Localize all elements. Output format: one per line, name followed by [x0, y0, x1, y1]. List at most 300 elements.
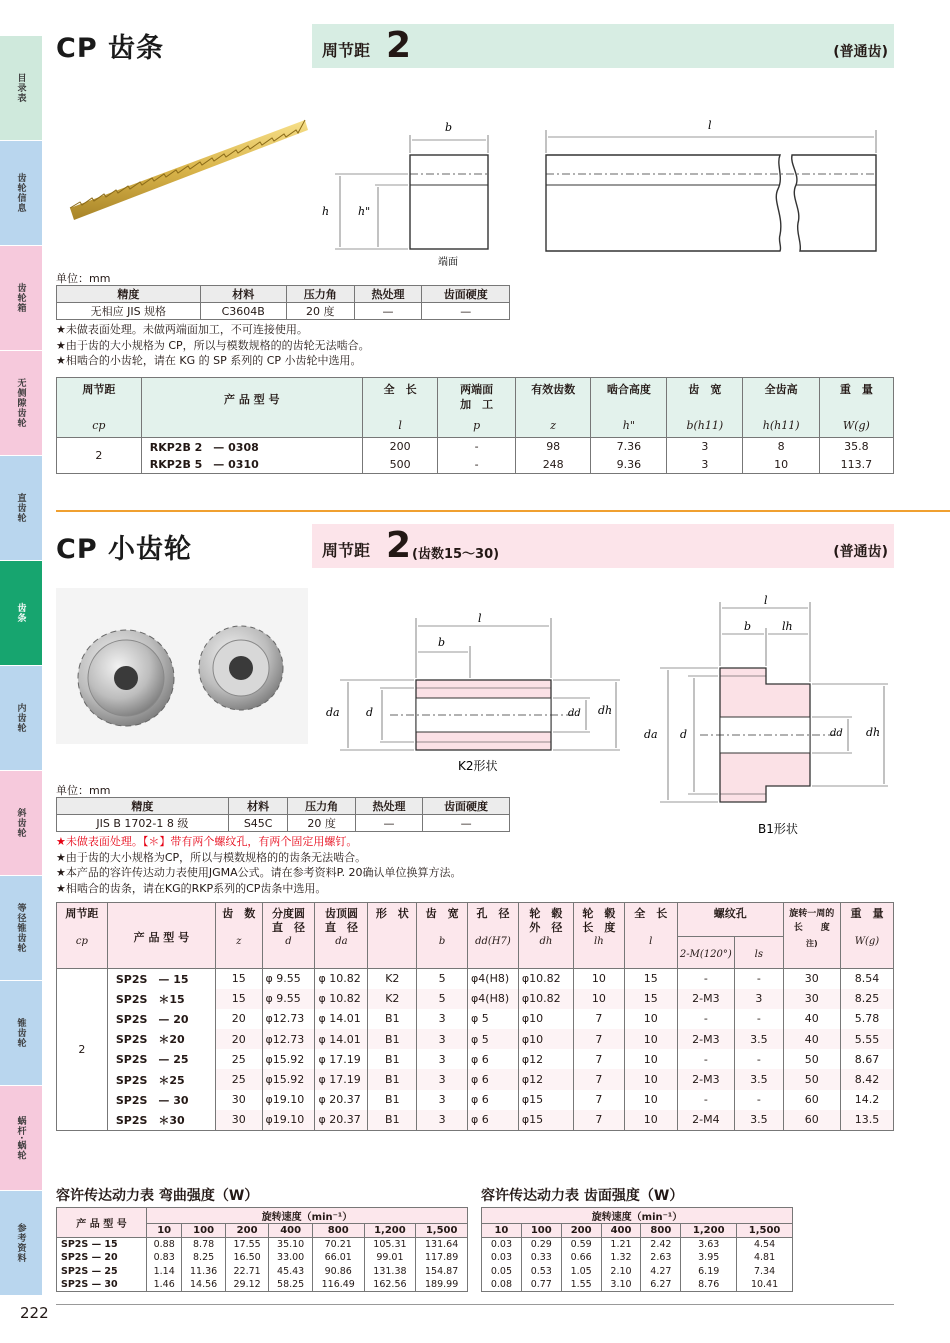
rack-pitch-label: 周节距 — [322, 41, 371, 60]
pinion-cell-m: 2-M3 — [677, 1029, 734, 1049]
power_bending-speed: 100 — [182, 1224, 226, 1238]
pinion-cell-code: SP2S ＊25 — [107, 1069, 215, 1089]
pinion-cell-shape: K2 — [368, 989, 417, 1009]
pinion-spec-value: — — [355, 815, 422, 832]
power_surface-speed: 400 — [601, 1224, 641, 1238]
pinion-cell-l: 15 — [624, 989, 677, 1009]
pinion-cell-m: - — [677, 1009, 734, 1029]
pinion-spec-header: 压力角 — [288, 798, 355, 815]
pinion-cell-d: φ15.92 — [262, 1049, 315, 1069]
pinion-pitch-label: 周节距 — [322, 541, 371, 560]
pinion-cell-l: 10 — [624, 1110, 677, 1130]
pinion-cp-cell: 2 — [57, 969, 108, 1131]
pinion-cell-ls: 3.5 — [734, 1110, 783, 1130]
power_bending-value: 90.86 — [312, 1265, 364, 1279]
power_bending-value: 17.55 — [225, 1238, 269, 1252]
power_surface-value: 6.19 — [681, 1265, 737, 1279]
pinion-spec-value: JIS B 1702-1 8 级 — [57, 815, 229, 832]
th-dd: 孔 径 dd(H7) — [468, 903, 519, 969]
rack-th-2: 全 长 l — [362, 378, 438, 438]
power_bending-value: 189.99 — [416, 1278, 468, 1292]
power_bending-speed: 10 — [147, 1224, 182, 1238]
power_surface-value: 4.27 — [641, 1265, 681, 1279]
th-l: 全 长 l — [624, 903, 677, 969]
power_bending-value: 33.00 — [269, 1251, 313, 1265]
pinion-cell-dh: φ12 — [518, 1069, 573, 1089]
pb-th-speed: 旋转速度（min⁻¹） — [147, 1208, 468, 1224]
pinion-cell-lh: 7 — [573, 1049, 624, 1069]
rack-spec-header: 材料 — [200, 286, 286, 303]
pinion-cell-b: 5 — [417, 989, 468, 1009]
pinion-cell-rot: 40 — [783, 1009, 840, 1029]
side-tab-label: 齿轮信息 — [15, 173, 26, 213]
rack-cell-code: RKP2B 5 — 0310 — [141, 456, 362, 474]
pinion-cell-b: 5 — [417, 969, 468, 989]
k2-dim-da: da — [326, 706, 340, 719]
pinion-cell-dh: φ12 — [518, 1049, 573, 1069]
power_surface-speed: 1,500 — [737, 1224, 793, 1238]
pinion-cell-shape: B1 — [368, 1029, 417, 1049]
side-tab-2[interactable] — [0, 246, 42, 351]
rack-cell-p: - — [438, 438, 516, 456]
power_surface-speed: 1,200 — [681, 1224, 737, 1238]
rack-cell-z: 248 — [515, 456, 591, 474]
footer-line — [56, 1304, 894, 1305]
pinion-cell-dh: φ10.82 — [518, 969, 573, 989]
power_surface-value: 0.53 — [521, 1265, 561, 1279]
pinion-cell-dd: φ 5 — [468, 1029, 519, 1049]
side-tab-8[interactable] — [0, 876, 42, 981]
pinion-cell-lh: 7 — [573, 1009, 624, 1029]
pinion-pitch-band — [312, 524, 894, 568]
pinion-cell-rot: 60 — [783, 1090, 840, 1110]
pinion-cell-l: 10 — [624, 1090, 677, 1110]
pb-th-code: 产 品 型 号 — [57, 1208, 147, 1238]
pinion-cell-da: φ 17.19 — [315, 1069, 368, 1089]
pinion-cell-z: 15 — [215, 969, 262, 989]
pinion-cell-z: 20 — [215, 1029, 262, 1049]
power_bending-value: 70.21 — [312, 1238, 364, 1252]
pinion-note: ★本产品的容许传达动力表使用JGMA公式。请在参考资料P. 20确认单位换算方法。 — [56, 866, 462, 879]
k2-dim-dd: dd — [568, 708, 581, 719]
pinion-cell-dd: φ 6 — [468, 1049, 519, 1069]
pinion-cell-w: 5.78 — [840, 1009, 893, 1029]
power_bending-value: 8.25 — [182, 1251, 226, 1265]
b1-dim-dd: dd — [830, 728, 843, 739]
side-tab-label: 无侧隙齿轮 — [15, 378, 26, 428]
power_surface-value: 3.63 — [681, 1238, 737, 1252]
side-tab-label: 等径锥齿轮 — [15, 903, 26, 953]
pinion-cell-d: φ19.10 — [262, 1090, 315, 1110]
rack-photo — [60, 108, 310, 228]
pinion-cell-dh: φ15 — [518, 1090, 573, 1110]
pinion-cell-lh: 7 — [573, 1090, 624, 1110]
rack-spec-value: — — [422, 303, 510, 320]
pinion-cell-dd: φ 6 — [468, 1069, 519, 1089]
rack-cell-z: 98 — [515, 438, 591, 456]
power_surface-value: 2.42 — [641, 1238, 681, 1252]
rack-spec-value: 20 度 — [286, 303, 354, 320]
pinion-cell-ls: 3.5 — [734, 1029, 783, 1049]
power_surface-value: 0.05 — [482, 1265, 522, 1279]
rack-spec-value: 无相应 JIS 规格 — [57, 303, 201, 320]
power_bending-value: 117.89 — [416, 1251, 468, 1265]
pinion-teeth-range: (齿数15～30) — [412, 547, 500, 562]
pinion-cell-z: 15 — [215, 989, 262, 1009]
side-tab-4[interactable] — [0, 456, 42, 561]
rack-note: ★由于齿的大小规格为 CP，所以与模数规格的的齿轮无法啮合。 — [56, 338, 370, 352]
pinion-cell-ls: - — [734, 1090, 783, 1110]
th-code: 产 品 型 号 — [107, 903, 215, 969]
rack-spec-table — [56, 285, 510, 320]
pinion-cell-d: φ12.73 — [262, 1029, 315, 1049]
k2-dim-dh: dh — [598, 704, 613, 717]
side-tab-5[interactable] — [0, 561, 42, 666]
power_surface-value: 7.34 — [737, 1265, 793, 1279]
pinion-cell-l: 10 — [624, 1069, 677, 1089]
pinion-cell-code: SP2S ＊15 — [107, 989, 215, 1009]
side-tab-3[interactable] — [0, 351, 42, 456]
pinion-cell-da: φ 14.01 — [315, 1029, 368, 1049]
power_bending-code: SP2S — 15 — [57, 1238, 147, 1252]
th-m: 2-M(120°) — [677, 937, 734, 969]
rack-th-4: 有效齿数 z — [515, 378, 591, 438]
pinion-cell-d: φ 9.55 — [262, 969, 315, 989]
pinion-photo — [56, 588, 308, 744]
pinion-cell-dd: φ4(H8) — [468, 969, 519, 989]
pinion-notes — [56, 834, 462, 896]
power_surface-value: 8.76 — [681, 1278, 737, 1292]
rack-th-3: 两端面 加 工 p — [438, 378, 516, 438]
power_surface-value: 1.32 — [601, 1251, 641, 1265]
pinion-cell-da: φ 17.19 — [315, 1049, 368, 1069]
rack-spec-header: 齿面硬度 — [422, 286, 510, 303]
pinion-product-table — [56, 902, 894, 1131]
power_surface-value: 3.95 — [681, 1251, 737, 1265]
rack-cell-h2: 9.36 — [591, 456, 667, 474]
rack-cell-h: 8 — [743, 438, 819, 456]
pinion-cell-ls: 3 — [734, 989, 783, 1009]
pinion-note-red: ★未做表面处理。【＊】带有两个螺纹孔，有两个固定用螺钉。 — [56, 835, 358, 848]
side-tab-6[interactable] — [0, 666, 42, 771]
power_surface-value: 1.55 — [561, 1278, 601, 1292]
k2-dim-l: l — [478, 612, 482, 625]
rack-pitch-value: 2 — [386, 25, 412, 66]
pinion-cell-z: 20 — [215, 1009, 262, 1029]
power_bending-value: 154.87 — [416, 1265, 468, 1279]
pinion-cell-ls: - — [734, 1009, 783, 1029]
pinion-cell-rot: 60 — [783, 1110, 840, 1130]
pinion-cell-d: φ 9.55 — [262, 989, 315, 1009]
pinion-cell-ls: - — [734, 1049, 783, 1069]
section-divider — [56, 510, 950, 512]
pinion-spec-header: 精度 — [57, 798, 229, 815]
pinion-cell-b: 3 — [417, 1090, 468, 1110]
pinion-cell-w: 8.54 — [840, 969, 893, 989]
power_bending-code: SP2S — 30 — [57, 1278, 147, 1292]
pinion-cell-z: 30 — [215, 1090, 262, 1110]
pinion-cell-da: φ 10.82 — [315, 989, 368, 1009]
pinion-cell-b: 3 — [417, 1029, 468, 1049]
power_bending-value: 29.12 — [225, 1278, 269, 1292]
th-cp: 周节距 cp — [57, 903, 108, 969]
side-tab-label: 参考资料 — [15, 1223, 26, 1263]
rack-notes — [56, 322, 370, 369]
side-tab-label: 直齿轮 — [15, 493, 26, 523]
side-tab-11[interactable] — [0, 1191, 42, 1296]
pinion-row — [57, 1049, 894, 1069]
power_surface-value: 2.10 — [601, 1265, 641, 1279]
rack-unit: 单位：mm — [56, 272, 111, 285]
pinion-row — [57, 1090, 894, 1110]
side-tab-label: 锥齿轮 — [15, 1018, 26, 1048]
pinion-cell-code: SP2S — 25 — [107, 1049, 215, 1069]
rack-cell-w: 35.8 — [819, 438, 893, 456]
ps-th-speed: 旋转速度（min⁻¹） — [482, 1208, 793, 1224]
pinion-cell-code: SP2S — 15 — [107, 969, 215, 989]
power_surface-value: 4.81 — [737, 1251, 793, 1265]
pinion-cell-lh: 7 — [573, 1069, 624, 1089]
power_bending-value: 99.01 — [364, 1251, 416, 1265]
pinion-cell-m: - — [677, 1090, 734, 1110]
pinion-cell-z: 25 — [215, 1069, 262, 1089]
pinion-spec-header: 材料 — [228, 798, 288, 815]
th-da: 齿顶圆 直 径 da — [315, 903, 368, 969]
b1-label: B1形状 — [758, 822, 798, 836]
power_bending-value: 116.49 — [312, 1278, 364, 1292]
pinion-cell-b: 3 — [417, 1110, 468, 1130]
power_bending-value: 35.10 — [269, 1238, 313, 1252]
power_surface-value: 0.33 — [521, 1251, 561, 1265]
rack-product-table — [56, 377, 894, 474]
th-shape: 形 状 — [368, 903, 417, 969]
pinion-cell-da: φ 10.82 — [315, 969, 368, 989]
pinion-cell-w: 8.67 — [840, 1049, 893, 1069]
side-tab-label: 蜗杆·蜗轮 — [15, 1115, 26, 1161]
pinion-k2-drawing — [320, 608, 630, 778]
pinion-cell-dh: φ10 — [518, 1009, 573, 1029]
side-tab-9[interactable] — [0, 981, 42, 1086]
th-screw: 螺纹孔 — [677, 903, 783, 937]
th-dh: 轮 毂 外 径 dh — [518, 903, 573, 969]
power_surface-value: 0.66 — [561, 1251, 601, 1265]
pinion-row — [57, 1110, 894, 1130]
power_surface-value: 2.63 — [641, 1251, 681, 1265]
pinion-cell-lh: 7 — [573, 1029, 624, 1049]
pinion-row — [57, 969, 894, 989]
k2-dim-b: b — [438, 636, 446, 649]
pinion-cell-dd: φ 6 — [468, 1090, 519, 1110]
pinion-cell-b: 3 — [417, 1049, 468, 1069]
power_surface-speed: 200 — [561, 1224, 601, 1238]
side-tab-label: 斜齿轮 — [15, 808, 26, 838]
pinion-cell-lh: 10 — [573, 969, 624, 989]
pinion-b1-drawing — [640, 590, 890, 840]
pinion-cell-shape: B1 — [368, 1090, 417, 1110]
pinion-cell-w: 8.42 — [840, 1069, 893, 1089]
pinion-spec-header: 热处理 — [355, 798, 422, 815]
pinion-cell-shape: B1 — [368, 1069, 417, 1089]
pinion-cell-rot: 40 — [783, 1029, 840, 1049]
rack-end-face-label: 端面 — [438, 257, 458, 268]
power-surface-table — [481, 1207, 793, 1292]
rack-tooth-type: (普通齿) — [833, 44, 888, 60]
pinion-cell-shape: B1 — [368, 1049, 417, 1069]
side-tab-7[interactable] — [0, 771, 42, 876]
rack-dim-h: h — [322, 205, 330, 218]
power_bending-value: 14.56 — [182, 1278, 226, 1292]
th-ls: ls — [734, 937, 783, 969]
pinion-cell-l: 10 — [624, 1049, 677, 1069]
power_surface-value: 3.10 — [601, 1278, 641, 1292]
power-bending-table — [56, 1207, 468, 1292]
b1-dim-d: d — [680, 728, 688, 741]
pinion-cell-m: 2-M3 — [677, 1069, 734, 1089]
power_bending-speed: 1,200 — [364, 1224, 416, 1238]
side-tab-label: 齿条 — [15, 603, 26, 623]
power_bending-value: 162.56 — [364, 1278, 416, 1292]
pinion-cell-w: 13.5 — [840, 1110, 893, 1130]
power_bending-speed: 400 — [269, 1224, 313, 1238]
pinion-cell-dh: φ10 — [518, 1029, 573, 1049]
power_bending-value: 8.78 — [182, 1238, 226, 1252]
pinion-cell-shape: B1 — [368, 1009, 417, 1029]
rack-cell-b: 3 — [667, 456, 743, 474]
pinion-cell-lh: 7 — [573, 1110, 624, 1130]
pinion-cell-d: φ12.73 — [262, 1009, 315, 1029]
side-tab-0[interactable] — [0, 36, 42, 141]
pinion-cell-b: 3 — [417, 1009, 468, 1029]
power_surface-value: 0.03 — [482, 1251, 522, 1265]
pinion-cell-l: 10 — [624, 1029, 677, 1049]
pinion-pitch-value: 2 — [386, 525, 412, 566]
rack-cell-h: 10 — [743, 456, 819, 474]
side-tab-10[interactable] — [0, 1086, 42, 1191]
power-surface-title: 容许传达动力表 齿面强度（W） — [481, 1188, 684, 1204]
power_bending-value: 0.88 — [147, 1238, 182, 1252]
th-b: 齿 宽 b — [417, 903, 468, 969]
pinion-note: ★由于齿的大小规格为CP，所以与模数规格的的齿条无法啮合。 — [56, 850, 367, 864]
power_surface-value: 0.03 — [482, 1238, 522, 1252]
rack-th-5: 啮合高度 h" — [591, 378, 667, 438]
rack-cell-h2: 7.36 — [591, 438, 667, 456]
power_bending-value: 11.36 — [182, 1265, 226, 1279]
rack-dim-b: b — [445, 121, 453, 134]
side-tab-label: 目录表 — [15, 73, 26, 103]
b1-dim-lh: lh — [782, 620, 793, 633]
power_bending-value: 1.14 — [147, 1265, 182, 1279]
power_bending-code: SP2S — 25 — [57, 1265, 147, 1279]
rack-spec-header: 压力角 — [286, 286, 354, 303]
rack-cell-w: 113.7 — [819, 456, 893, 474]
pinion-cell-ls: 3.5 — [734, 1069, 783, 1089]
rack-spec-header: 热处理 — [354, 286, 422, 303]
pinion-cell-da: φ 20.37 — [315, 1090, 368, 1110]
power_bending-value: 131.38 — [364, 1265, 416, 1279]
pinion-cell-dh: φ10.82 — [518, 989, 573, 1009]
power_bending-speed: 200 — [225, 1224, 269, 1238]
pinion-cell-z: 25 — [215, 1049, 262, 1069]
th-z: 齿 数 z — [215, 903, 262, 969]
pinion-row — [57, 989, 894, 1009]
pinion-cell-dd: φ 5 — [468, 1009, 519, 1029]
b1-dim-b: b — [744, 620, 752, 633]
power_surface-speed: 100 — [521, 1224, 561, 1238]
pinion-title: CP 小齿轮 — [56, 534, 193, 565]
pinion-tooth-type: (普通齿) — [833, 544, 888, 560]
rack-cell-code: RKP2B 2 — 0308 — [141, 438, 362, 456]
pinion-cell-code: SP2S ＊20 — [107, 1029, 215, 1049]
power_surface-value: 0.08 — [482, 1278, 522, 1292]
th-w: 重 量 W(g) — [840, 903, 893, 969]
rack-th-6: 齿 宽 b(h11) — [667, 378, 743, 438]
side-tab-label: 内齿轮 — [15, 703, 26, 733]
pinion-spec-value: — — [423, 815, 510, 832]
side-tab-1[interactable] — [0, 141, 42, 246]
power_surface-value: 10.41 — [737, 1278, 793, 1292]
power_surface-value: 1.21 — [601, 1238, 641, 1252]
power_surface-value: 4.54 — [737, 1238, 793, 1252]
power_bending-value: 45.43 — [269, 1265, 313, 1279]
power_bending-value: 105.31 — [364, 1238, 416, 1252]
power_bending-value: 16.50 — [225, 1251, 269, 1265]
pinion-spec-header: 齿面硬度 — [423, 798, 510, 815]
rack-cell-p: - — [438, 456, 516, 474]
power_bending-value: 58.25 — [269, 1278, 313, 1292]
rack-end-face-drawing — [320, 115, 500, 270]
rack-spec-value: C3604B — [200, 303, 286, 320]
pinion-cell-rot: 30 — [783, 969, 840, 989]
pinion-row — [57, 1069, 894, 1089]
th-rot: 旋转一周的 长 度 注) — [783, 903, 840, 969]
rack-note: ★未做表面处理。未做两端面加工，不可连接使用。 — [56, 323, 308, 336]
power_surface-value: 0.77 — [521, 1278, 561, 1292]
rack-dim-h2: h" — [358, 205, 371, 218]
pinion-cell-ls: - — [734, 969, 783, 989]
pinion-cell-rot: 50 — [783, 1069, 840, 1089]
pinion-note: ★相啮合的齿条，请在KG的RKP系列的CP齿条中选用。 — [56, 881, 327, 895]
rack-th-1: 产 品 型 号 — [141, 378, 362, 438]
pinion-cell-rot: 30 — [783, 989, 840, 1009]
th-lh: 轮 毂 长 度 lh — [573, 903, 624, 969]
rack-spec-value: — — [354, 303, 422, 320]
pinion-cell-dh: φ15 — [518, 1110, 573, 1130]
pinion-spec-value: 20 度 — [288, 815, 355, 832]
pinion-cell-m: 2-M4 — [677, 1110, 734, 1130]
pinion-cell-z: 30 — [215, 1110, 262, 1130]
pinion-cell-lh: 10 — [573, 989, 624, 1009]
power-bending-title: 容许传达动力表 弯曲强度（W） — [56, 1188, 259, 1204]
rack-dim-l: l — [708, 119, 712, 132]
pinion-cell-dd: φ 6 — [468, 1110, 519, 1130]
power_surface-value: 6.27 — [641, 1278, 681, 1292]
rack-spec-header: 精度 — [57, 286, 201, 303]
pinion-cell-shape: K2 — [368, 969, 417, 989]
rack-th-8: 重 量 W(g) — [819, 378, 893, 438]
power_bending-value: 66.01 — [312, 1251, 364, 1265]
b1-dim-l: l — [764, 594, 768, 607]
side-tab-label: 齿轮箱 — [15, 283, 26, 313]
pinion-cell-l: 15 — [624, 969, 677, 989]
pinion-spec-value: S45C — [228, 815, 288, 832]
rack-cell-l: 200 — [362, 438, 438, 456]
rack-side-drawing — [540, 115, 885, 260]
pinion-cell-code: SP2S — 20 — [107, 1009, 215, 1029]
rack-title: CP 齿条 — [56, 33, 165, 64]
power_bending-code: SP2S — 20 — [57, 1251, 147, 1265]
power_bending-value: 22.71 — [225, 1265, 269, 1279]
power_bending-value: 0.83 — [147, 1251, 182, 1265]
